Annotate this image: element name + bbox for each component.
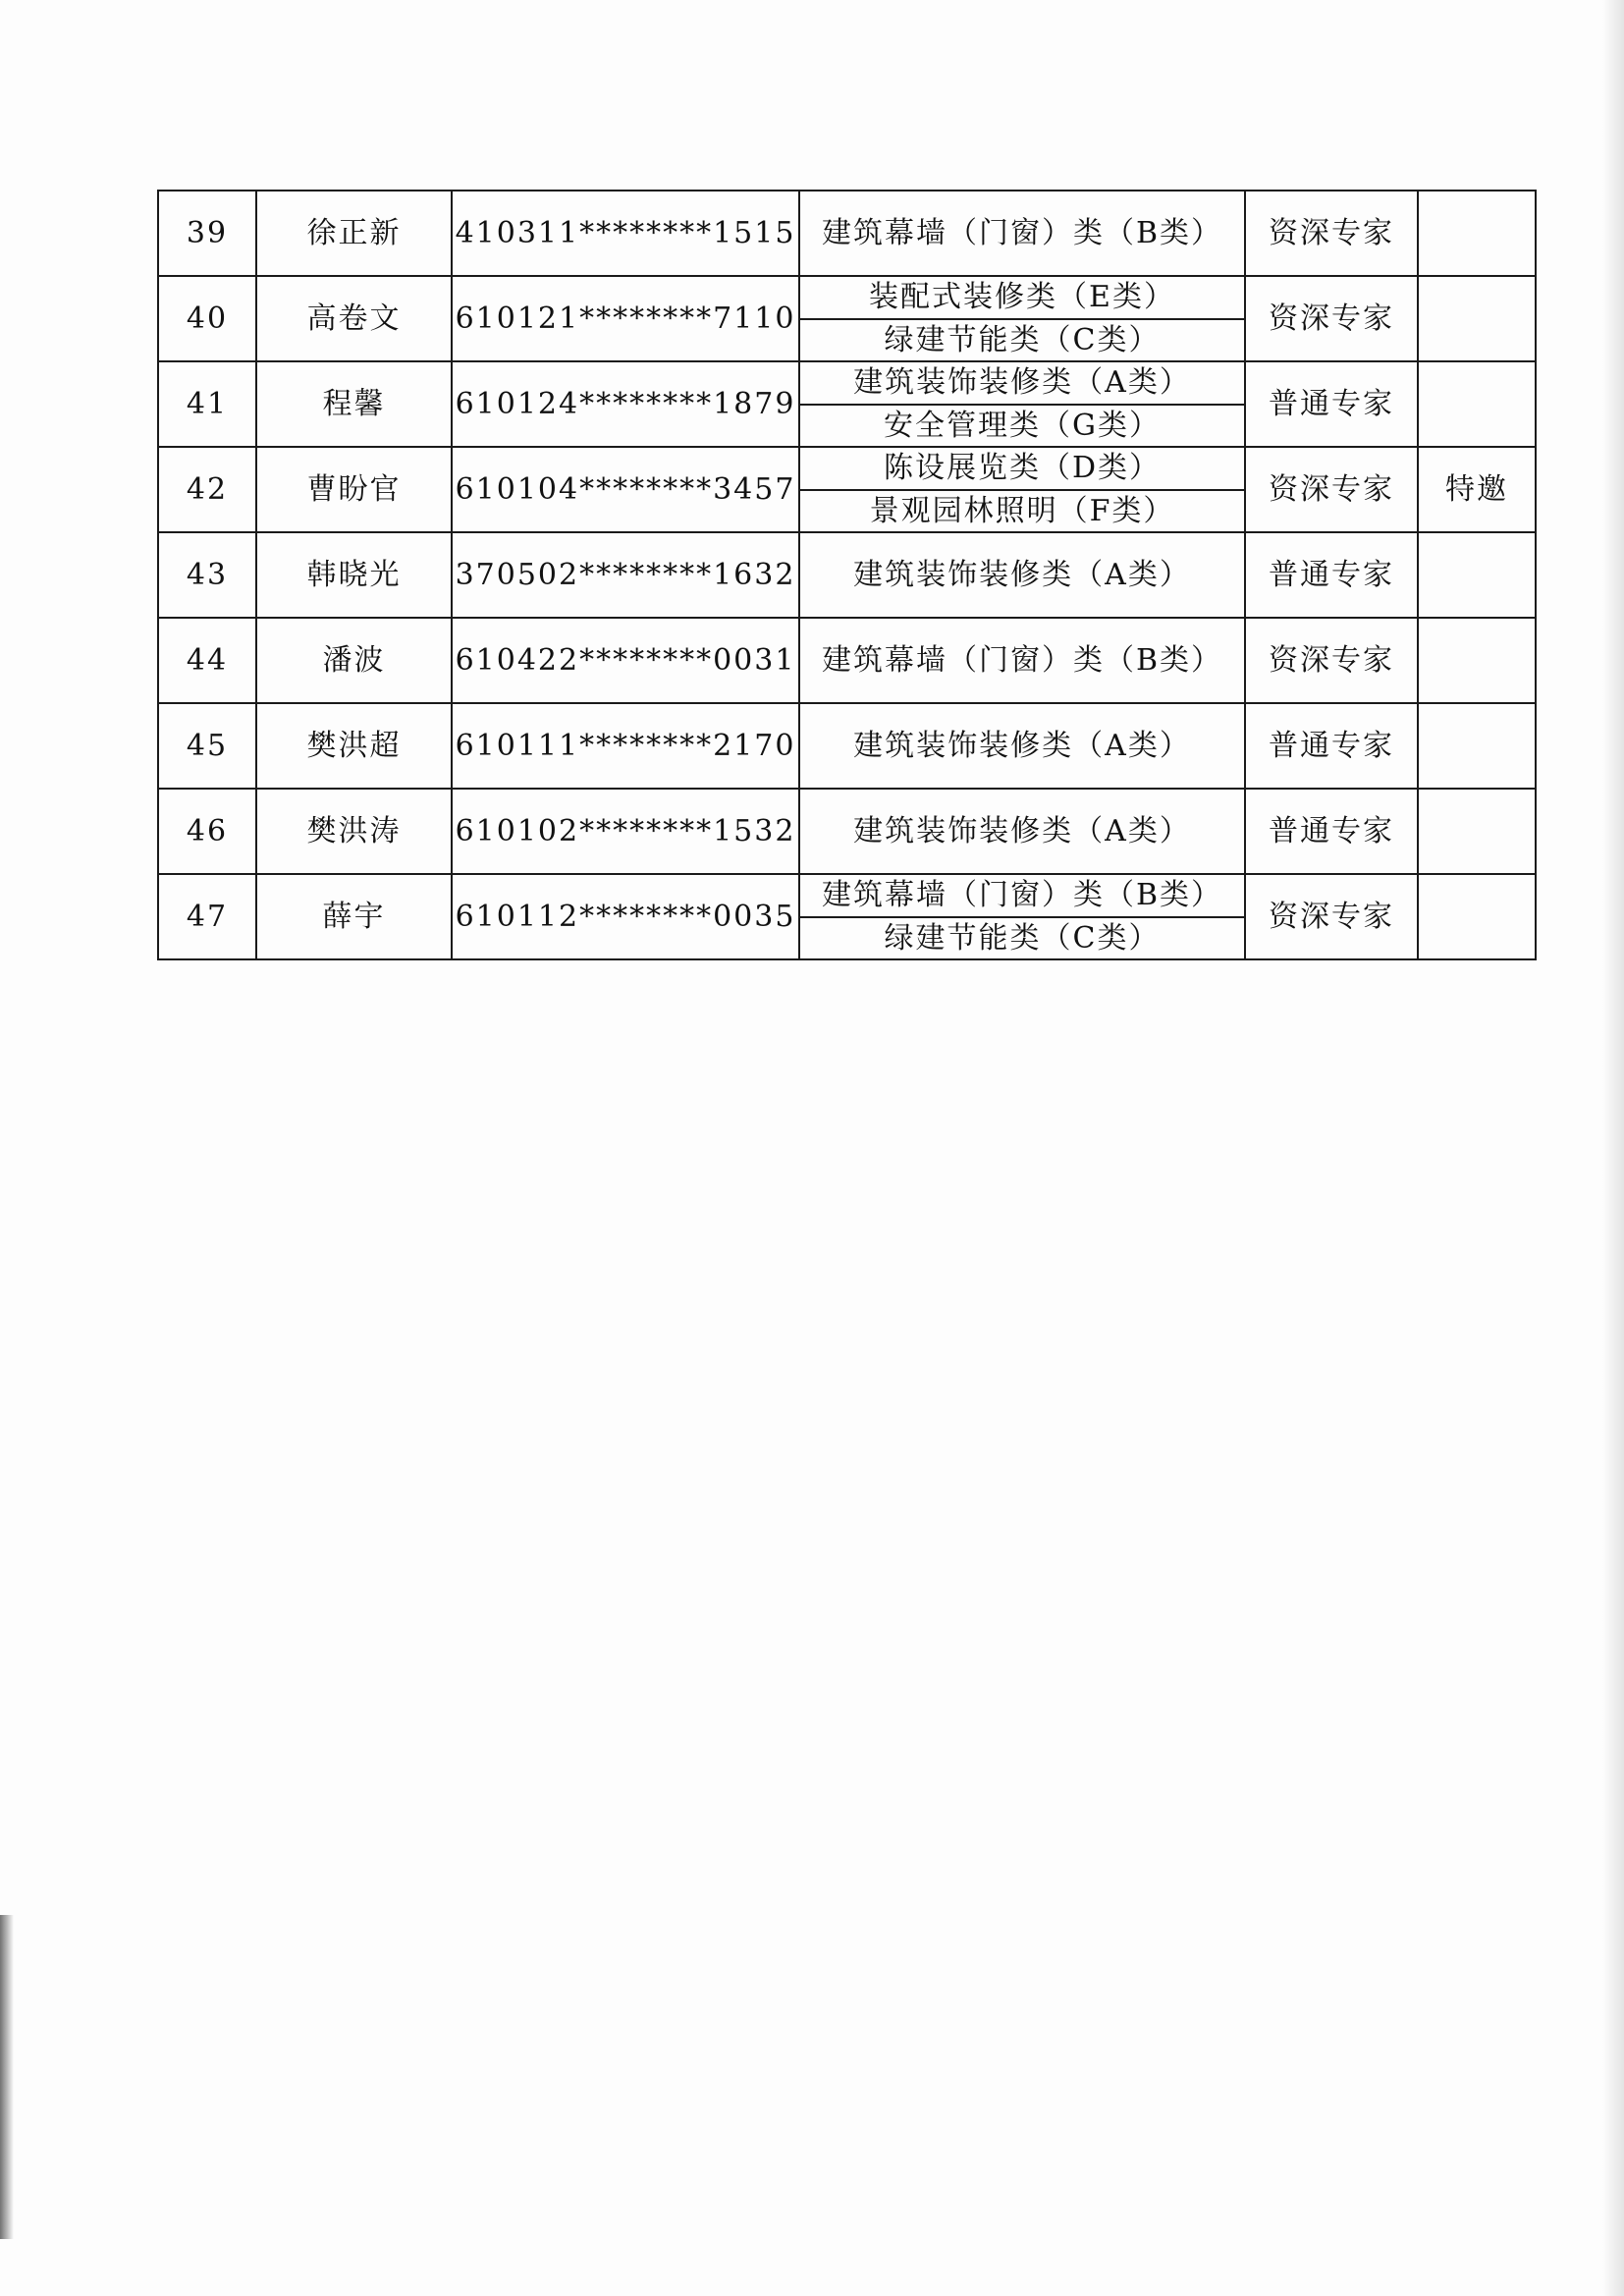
expert-name: 徐正新	[256, 191, 452, 276]
expert-name: 程馨	[256, 361, 452, 447]
id-number: 610104********3457	[452, 447, 799, 532]
expert-name: 曹盼官	[256, 447, 452, 532]
expert-level: 资深专家	[1245, 447, 1418, 532]
expert-level: 资深专家	[1245, 618, 1418, 703]
specialty-categories	[799, 447, 1245, 532]
scan-edge-left	[0, 1915, 14, 2239]
expert-level: 资深专家	[1245, 191, 1418, 276]
table-row	[158, 361, 1536, 447]
row-number: 46	[158, 789, 256, 874]
specialty-categories	[799, 703, 1245, 789]
remark	[1418, 618, 1536, 703]
row-number: 47	[158, 874, 256, 959]
remark	[1418, 532, 1536, 618]
row-number: 39	[158, 191, 256, 276]
category-stack	[800, 448, 1244, 531]
specialty-categories	[799, 874, 1245, 959]
category-stack	[800, 704, 1244, 788]
remark	[1418, 789, 1536, 874]
specialty-categories	[799, 618, 1245, 703]
table-row	[158, 789, 1536, 874]
expert-level: 资深专家	[1245, 874, 1418, 959]
specialty-categories	[799, 789, 1245, 874]
id-number: 610422********0031	[452, 618, 799, 703]
category-stack	[800, 533, 1244, 617]
expert-level: 普通专家	[1245, 532, 1418, 618]
category-stack	[800, 362, 1244, 446]
specialty-categories	[799, 191, 1245, 276]
category-stack	[800, 790, 1244, 873]
specialty-categories	[799, 276, 1245, 361]
category-line: 景观园林照明（F类）	[800, 489, 1244, 532]
id-number: 610112********0035	[452, 874, 799, 959]
roster-body	[158, 191, 1536, 959]
row-number: 43	[158, 532, 256, 618]
row-number: 45	[158, 703, 256, 789]
expert-name: 高卷文	[256, 276, 452, 361]
remark	[1418, 361, 1536, 447]
expert-level: 普通专家	[1245, 703, 1418, 789]
category-line: 安全管理类（G类）	[800, 404, 1244, 447]
id-number: 370502********1632	[452, 532, 799, 618]
category-stack	[800, 619, 1244, 702]
expert-level: 普通专家	[1245, 361, 1418, 447]
category-line: 建筑幕墙（门窗）类（B类）	[821, 216, 1223, 250]
expert-roster-table	[157, 190, 1537, 960]
category-stack	[800, 191, 1244, 275]
category-line: 装配式装修类（E类）	[869, 280, 1175, 315]
expert-name: 潘波	[256, 618, 452, 703]
remark	[1418, 874, 1536, 959]
specialty-categories	[799, 532, 1245, 618]
remark: 特邀	[1418, 447, 1536, 532]
table-row	[158, 618, 1536, 703]
category-line: 建筑装饰装修类（A类）	[853, 365, 1191, 401]
category-stack	[800, 875, 1244, 958]
row-number: 41	[158, 361, 256, 447]
row-number: 44	[158, 618, 256, 703]
category-line: 建筑装饰装修类（A类）	[853, 558, 1191, 592]
remark	[1418, 191, 1536, 276]
table-row	[158, 703, 1536, 789]
id-number: 610124********1879	[452, 361, 799, 447]
category-line: 绿建节能类（C类）	[800, 916, 1244, 959]
table-row	[158, 447, 1536, 532]
id-number: 410311********1515	[452, 191, 799, 276]
expert-name: 樊洪涛	[256, 789, 452, 874]
expert-name: 樊洪超	[256, 703, 452, 789]
expert-level: 资深专家	[1245, 276, 1418, 361]
category-stack	[800, 277, 1244, 360]
category-line: 建筑装饰装修类（A类）	[853, 814, 1191, 848]
specialty-categories	[799, 361, 1245, 447]
scan-edge-right	[1602, 0, 1624, 2296]
category-line: 建筑幕墙（门窗）类（B类）	[821, 878, 1223, 913]
remark	[1418, 276, 1536, 361]
expert-name: 薛宇	[256, 874, 452, 959]
table-row	[158, 276, 1536, 361]
id-number: 610102********1532	[452, 789, 799, 874]
id-number: 610121********7110	[452, 276, 799, 361]
category-line: 绿建节能类（C类）	[800, 318, 1244, 361]
expert-level: 普通专家	[1245, 789, 1418, 874]
category-line: 陈设展览类（D类）	[883, 451, 1162, 486]
id-number: 610111********2170	[452, 703, 799, 789]
row-number: 40	[158, 276, 256, 361]
table-row	[158, 874, 1536, 959]
table-row	[158, 191, 1536, 276]
remark	[1418, 703, 1536, 789]
category-line: 建筑幕墙（门窗）类（B类）	[821, 643, 1223, 678]
row-number: 42	[158, 447, 256, 532]
expert-name: 韩晓光	[256, 532, 452, 618]
category-line: 建筑装饰装修类（A类）	[853, 729, 1191, 763]
table-row	[158, 532, 1536, 618]
